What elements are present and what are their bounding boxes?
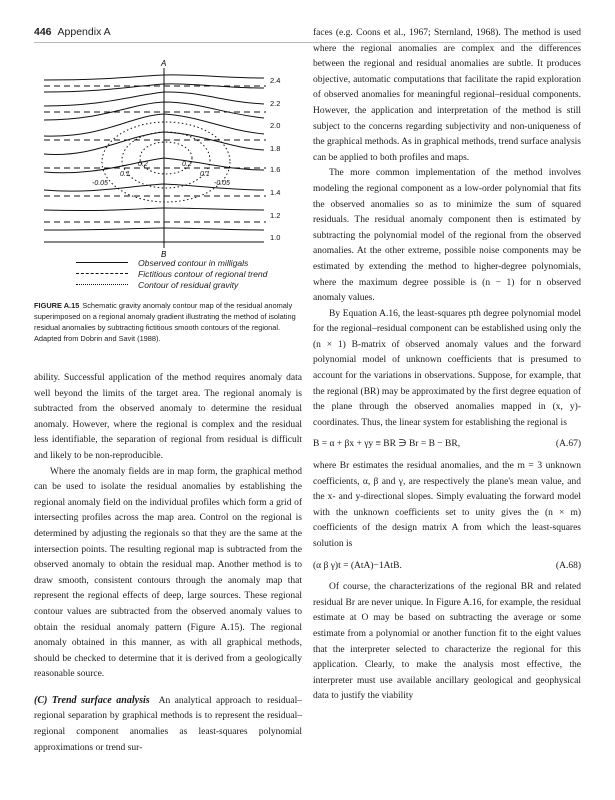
caption-text: Schematic gravity anomaly contour map of the residual anomaly superimposed on a regional anomaly gradient illustrating the method of isolating residual anomalies by subtracting fictitious smooth contours of the regional. Adapted from Dobrin and Savit (1988).: [34, 301, 296, 343]
residual-label: -0.05: [92, 180, 108, 187]
point-b-label: B: [161, 250, 167, 258]
paragraph: The more common implementation of the method involves modeling the regional component as a low-order polynomial that fits the observed anomalies so as to minimize the sum of squared residuals. The residual anomaly component then is estimated by subtracting the polynomial model of the regional from the observed anomalies. At the other extreme, possible noise components may be estimated by extending the method to higher-degree polynomials, where the maximum degree possible is (n − 1) for n observed anomaly values.: [313, 168, 581, 304]
residual-label: -0.05: [214, 180, 230, 187]
regional-label: 2.4: [270, 76, 281, 85]
regional-label: 2.0: [270, 121, 281, 130]
regional-label: 2.2: [270, 99, 281, 108]
observed-contours: [44, 75, 264, 242]
residual-label: 0.1: [200, 171, 210, 178]
regional-label: 1.6: [270, 165, 281, 174]
section-text: An analytical approach to residual–regional separation by graphical methods is to represent the residual–regional component anomalies as least-squares polynomial approximations or trend sur-: [34, 695, 303, 753]
figure-caption: [34, 300, 302, 344]
paragraph: Where the anomaly fields are in map form, the graphical method can be used to isolate the residual anomalies by establishing the regional anomaly field on the individual profiles which form a grid of intersecting profiles across the map area. Control on the regional is determined by adjusting the regionals so that they are the same at the intersection points. The resulting regional map is subtracted from the observed anomaly to obtain the residual map. Another method is to draw smooth, consistent contours through the anomaly map that represent the regional effects of deep, large sources. These regional contour values are subtracted from the observed anomaly values to obtain the residual anomaly pattern (Figure A.15). The regional anomaly obtained in this manner, as with all graphical methods, should be checked to determine that it is derived from a geologically reasonable source.: [34, 466, 302, 680]
legend-item: Fictitious contour of regional trend: [76, 268, 267, 279]
section-paragraph: [34, 693, 302, 756]
regional-label: 1.8: [270, 144, 281, 153]
equation-a68: (α β γ)t = (AtA)−1AtB. (A.68): [313, 560, 581, 571]
point-a-label: A: [161, 59, 167, 68]
gravity-contour-figure: [34, 58, 304, 258]
residual-contours: [102, 122, 230, 202]
regional-contours: [44, 86, 266, 222]
caption-label: FIGURE A.15: [34, 301, 80, 310]
figure-legend: [76, 257, 267, 290]
dotted-line-swatch: [76, 284, 128, 285]
paragraph: where Br estimates the residual anomalies, and the m = 3 unknown coefficients, α, β and γ, are respectively the plane's mean value, and the x- and y-directional slopes. Simply evaluating the forward model with the unknown coefficients set to unity gives the (n × m) coefficients of the design matrix A from which the least-squares solution is: [313, 461, 581, 549]
legend-item: Contour of residual gravity: [76, 279, 267, 290]
section-title: Appendix A: [57, 26, 111, 38]
solid-line-swatch: [76, 262, 128, 263]
residual-label: 0.1: [120, 171, 130, 178]
section-heading: (C) Trend surface analysis: [34, 694, 150, 706]
regional-label: 1.4: [270, 188, 281, 197]
left-column: [34, 371, 302, 756]
regional-label: 1.2: [270, 211, 281, 220]
dashed-line-swatch: [76, 273, 128, 274]
paragraph: faces (e.g. Coons et al., 1967; Sternland, 1968). The method is used where the regional anomalies are complex and the differences between the regional and residual anomalies are subtle. It produces objective, automatic computations that facilitate the rapid exploration of observed anomalies for meaningful regional–residual components. However, the application and interpretation of the method is still subject to the concerns regarding subjectivity and non-uniqueness of the graphical methods. As in graphical methods, trend surface analysis can be applied to both profiles and maps.: [313, 28, 581, 163]
running-header: [34, 26, 111, 38]
regional-label: 1.0: [270, 233, 281, 242]
legend-item: Observed contour in milligals: [76, 257, 267, 268]
residual-label: 0.2: [138, 161, 148, 168]
paragraph: Of course, the characterizations of the regional BR and related residual Br are never unique. In Figure A.16, for example, the residual estimate at O may be based on subtracting the average or some estimate from a polynomial or another function fit to the eight values that the interpreter selected to characterize the regional for this application. Clearly, to make the analysis most effective, the interpreter must use available ancillary geological and geophysical data to justify the viability: [313, 582, 581, 702]
paragraph: By Equation A.16, the least-squares pth degree polynomial model for the regional–residual component can be established using only the (n × 1) B-matrix of observed anomaly values and the forward polynomial model of unknown coefficients that is presumed to account for the variations in observations. Suppose, for example, that the regional (BR) may be approximated by the first degree equation of the plane through the observed anomalies mapped in (x, y)-coordinates. Thus, the linear system for establishing the regional is: [313, 308, 581, 428]
paragraph: ability. Successful application of the method requires anomaly data well beyond the limits of the target area. The regional anomaly is subtracted from the observed anomaly to determine the residual anomaly. However, where the regional is complex and the residual less identifiable, the separation of regional from residual is difficult and likely to be non-reproducible.: [34, 373, 302, 461]
residual-label: 0.2: [182, 161, 192, 168]
equation-a67: B = α + βx + γy ≡ BR ∋ Br = B − BR, (A.67): [313, 439, 581, 450]
right-column: [313, 26, 581, 705]
page-number: 446: [34, 26, 52, 38]
